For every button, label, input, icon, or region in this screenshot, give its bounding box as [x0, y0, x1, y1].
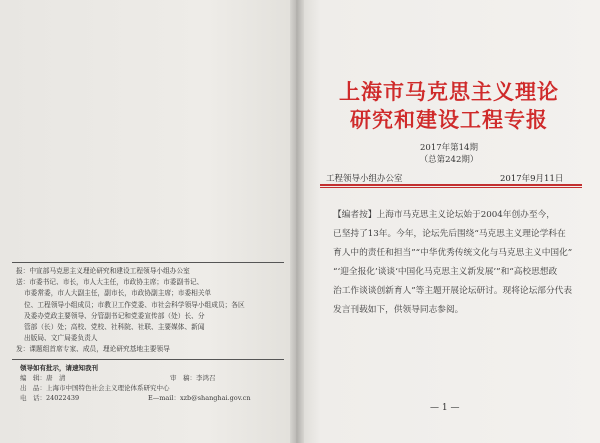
editor-label: 编 辑：唐 清 — [20, 374, 66, 382]
distribution-line: 出版局、文广局委负责人 — [24, 334, 98, 343]
issue-total: （总第242期） — [419, 155, 479, 165]
distribution-list — [16, 266, 282, 356]
page-number: — 1 — — [430, 403, 460, 413]
report-title-line1: 上海市马克思主义理论 — [339, 80, 559, 104]
distribution-line: 送：市委书记、市长，市人大主任，市政协主席；市委副书记、 — [16, 278, 204, 287]
body-line: “‘迎全报化’谈谈‘中国化马克思主义新发展’”和“高校思想政 — [333, 267, 558, 277]
distribution-line: 发：课题组首席专家、成员，理论研究基地主要领导 — [16, 345, 170, 354]
body-line: 治工作谈谈创新育人”等主题开展论坛研讨。现将论坛部分代表 — [333, 286, 573, 296]
distribution-line: 位、工程领导小组成员；市教卫工作党委、市社会科学领导小组成员；各区 — [24, 300, 245, 309]
issue-number: 2017年第14期 — [420, 143, 478, 153]
email-line: E—mail：xzb@shanghai.gov.cn — [148, 394, 251, 402]
reviewer-label: 审 稿：李鸿召 — [170, 374, 216, 382]
distribution-line: 管部（长）处；高校、党校、社科院、社联、主要媒体、新闻 — [24, 323, 205, 332]
phone-line: 电 话：24022439 — [20, 394, 80, 402]
body-line: 【编者按】上海市马克思主义论坛始于2004年创办至今， — [333, 210, 555, 220]
report-title-line2: 研究和建设工程专报 — [350, 108, 548, 132]
distribution-line: 报：中宣部马克思主义理论研究和建设工程领导小组办公室 — [16, 267, 190, 275]
distribution-line: 市委常委，市人大副主任，副市长，市政协副主席；市委相关单 — [24, 289, 212, 298]
header-rule-thin — [320, 187, 582, 188]
issue-date: 2017年9月11日 — [500, 174, 564, 184]
body-line: 已坚持了13年。今年，论坛先后围绕“马克思主义理论学科在 — [333, 229, 566, 239]
editorial-header: 领导如有批示，请速知我刊 — [20, 364, 98, 372]
distribution-line: 及委办党政主要领导、分管副书记和党委宣传部（处）长、分 — [24, 311, 205, 320]
header-rule — [320, 184, 582, 186]
publisher-line: 出 品：上海市中国特色社会主义理论体系研究中心 — [20, 384, 170, 392]
body-line: 育人中的责任和担当”“中华优秀传统文化与马克思主义中国化” — [333, 248, 573, 258]
page-gutter — [290, 0, 304, 443]
body-line: 发言刊载如下，供领导同志参阅。 — [333, 305, 464, 315]
editorial-footer — [20, 363, 282, 403]
editor-note — [333, 206, 583, 320]
issuing-office: 工程领导小组办公室 — [326, 174, 403, 184]
